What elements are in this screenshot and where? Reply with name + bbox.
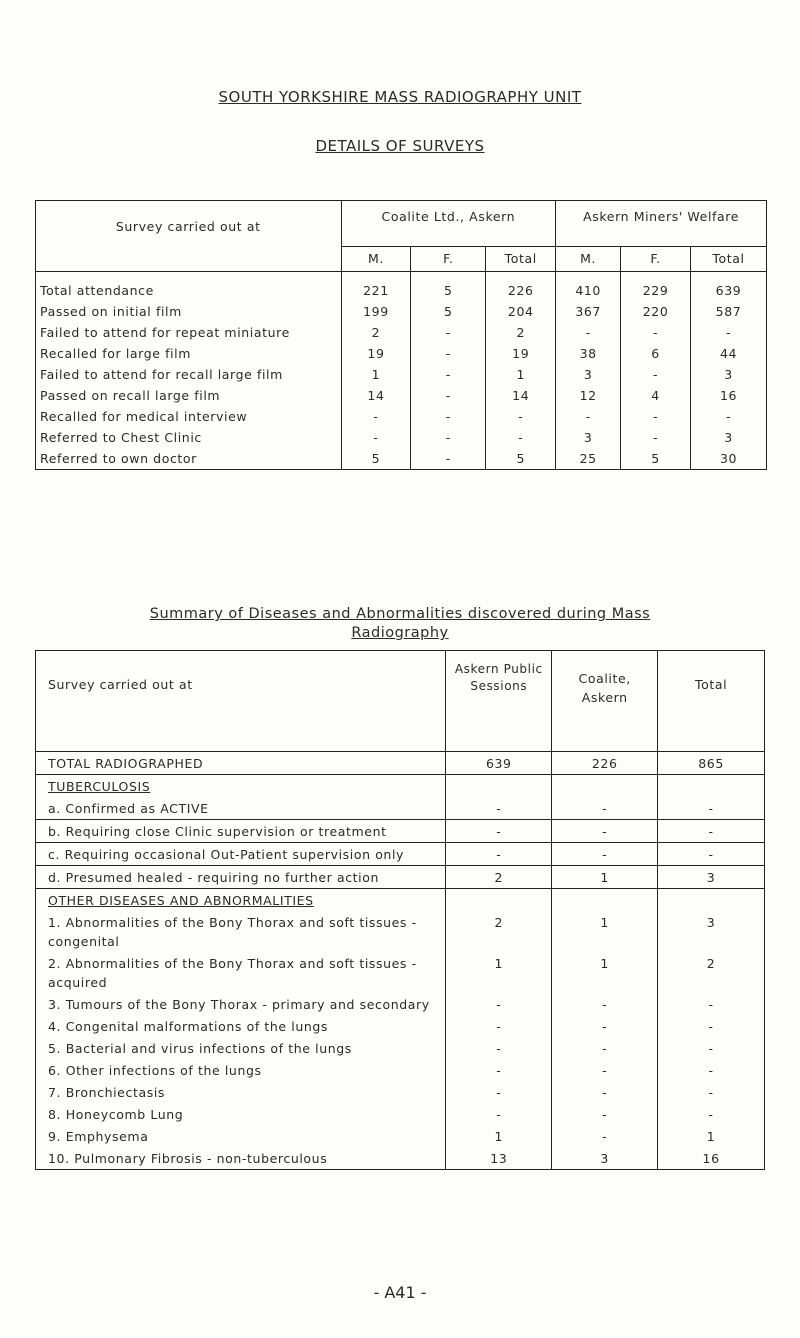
- other-disease-row: [36, 1103, 765, 1125]
- summary-row-label: 5. Bacterial and virus infections of the lungs: [48, 1041, 352, 1056]
- summary-survey-header: Survey carried out at: [36, 651, 446, 752]
- other-disease-row: [36, 1125, 765, 1147]
- survey-row-label: Total attendance: [36, 272, 342, 302]
- other-disease-row: [36, 1037, 765, 1059]
- summary-cell: -: [658, 820, 765, 843]
- disease-summary-table: [35, 650, 765, 1170]
- survey-cell: -: [556, 322, 621, 343]
- col-header-total: Total: [486, 247, 556, 272]
- other-disease-row: [36, 952, 765, 993]
- summary-cell: 13: [446, 1147, 552, 1170]
- tuberculosis-row: [36, 820, 765, 843]
- summary-row-label: TUBERCULOSIS: [48, 779, 151, 794]
- summary-cell: 1: [552, 911, 658, 952]
- summary-cell: -: [446, 1059, 552, 1081]
- other-diseases-heading: [36, 889, 765, 912]
- summary-cell: -: [446, 843, 552, 866]
- other-disease-row: [36, 993, 765, 1015]
- survey-cell: -: [621, 427, 691, 448]
- tuberculosis-row: [36, 843, 765, 866]
- survey-cell: -: [621, 364, 691, 385]
- coalite-group-header: Coalite Ltd., Askern: [341, 201, 556, 247]
- summary-cell: -: [658, 1037, 765, 1059]
- summary-title: [0, 605, 800, 643]
- summary-row-label: OTHER DISEASES AND ABNORMALITIES: [48, 893, 314, 908]
- survey-row: [36, 406, 767, 427]
- other-disease-row: [36, 1059, 765, 1081]
- survey-cell: -: [621, 322, 691, 343]
- col-header-f: F.: [411, 247, 486, 272]
- summary-cell: -: [552, 993, 658, 1015]
- col-header-m: M.: [556, 247, 621, 272]
- summary-cell: -: [552, 1015, 658, 1037]
- askern-public-sessions-header: Askern Public Sessions: [446, 651, 552, 752]
- total-header: Total: [658, 651, 765, 752]
- survey-cell: -: [411, 322, 486, 343]
- survey-cell: -: [411, 385, 486, 406]
- summary-cell: 226: [552, 752, 658, 775]
- summary-row-label: 1. Abnormalities of the Bony Thorax and soft tissues - congenital: [48, 915, 417, 949]
- summary-cell: 865: [658, 752, 765, 775]
- survey-row-label: Referred to own doctor: [36, 448, 342, 470]
- summary-cell: -: [446, 797, 552, 820]
- summary-cell: -: [552, 1081, 658, 1103]
- other-disease-row: [36, 1147, 765, 1170]
- survey-cell: 3: [691, 364, 767, 385]
- summary-cell: 1: [552, 952, 658, 993]
- summary-cell: 16: [658, 1147, 765, 1170]
- summary-row-label: TOTAL RADIOGRAPHED: [36, 752, 446, 775]
- summary-cell: 1: [446, 1125, 552, 1147]
- summary-cell: -: [446, 820, 552, 843]
- summary-cell: [658, 775, 765, 798]
- survey-cell: 229: [621, 272, 691, 302]
- survey-cell: 410: [556, 272, 621, 302]
- survey-row-label: Passed on initial film: [36, 301, 342, 322]
- surveys-subtitle: DETAILS OF SURVEYS: [315, 137, 485, 155]
- survey-row-label: Passed on recall large film: [36, 385, 342, 406]
- survey-cell: -: [373, 430, 379, 445]
- summary-cell: [446, 775, 552, 798]
- summary-cell: [658, 889, 765, 912]
- summary-cell: -: [552, 820, 658, 843]
- survey-cell: -: [411, 343, 486, 364]
- survey-cell: 5: [486, 448, 556, 470]
- miners-welfare-group-header: Askern Miners' Welfare: [556, 201, 767, 247]
- tuberculosis-heading: [36, 775, 765, 798]
- summary-cell: -: [446, 1015, 552, 1037]
- survey-row-label: Recalled for medical interview: [36, 406, 342, 427]
- summary-row-label: 3. Tumours of the Bony Thorax - primary and secondary: [48, 997, 430, 1012]
- coalite-askern-header: Coalite, Askern: [552, 651, 658, 752]
- summary-cell: 3: [552, 1147, 658, 1170]
- col-header-f: F.: [621, 247, 691, 272]
- survey-cell: 14: [367, 388, 385, 403]
- summary-cell: -: [552, 1103, 658, 1125]
- summary-title-line1: Summary of Diseases and Abnormalities discovered during Mass: [149, 606, 651, 622]
- col-header-m: M.: [341, 247, 411, 272]
- summary-cell: -: [552, 843, 658, 866]
- other-disease-row: [36, 911, 765, 952]
- survey-row-label: Referred to Chest Clinic: [36, 427, 342, 448]
- summary-cell: [552, 775, 658, 798]
- survey-cell: 639: [691, 272, 767, 302]
- survey-cell: 1: [371, 367, 381, 382]
- survey-cell: 4: [621, 385, 691, 406]
- summary-cell: -: [552, 797, 658, 820]
- summary-cell: -: [658, 1103, 765, 1125]
- survey-cell: 5: [371, 451, 381, 466]
- survey-row-label: Failed to attend for repeat miniature: [36, 322, 342, 343]
- summary-cell: -: [552, 1125, 658, 1147]
- survey-cell: 5: [411, 301, 486, 322]
- summary-cell: -: [552, 1037, 658, 1059]
- summary-row-label: c. Requiring occasional Out-Patient supervision only: [36, 843, 446, 866]
- survey-cell: -: [411, 406, 486, 427]
- survey-row: [36, 364, 767, 385]
- survey-cell: -: [556, 406, 621, 427]
- survey-cell: 221: [363, 283, 389, 298]
- page-title: SOUTH YORKSHIRE MASS RADIOGRAPHY UNIT: [218, 88, 582, 106]
- summary-row-label: d. Presumed healed - requiring no further action: [36, 866, 446, 889]
- summary-cell: 2: [446, 866, 552, 889]
- survey-cell: 19: [367, 346, 385, 361]
- summary-cell: 2: [658, 952, 765, 993]
- survey-row-label: Failed to attend for recall large film: [36, 364, 342, 385]
- survey-row: [36, 427, 767, 448]
- survey-cell: 3: [691, 427, 767, 448]
- summary-cell: [552, 889, 658, 912]
- survey-cell: 226: [486, 272, 556, 302]
- survey-cell: 44: [691, 343, 767, 364]
- survey-details-table: [35, 200, 767, 470]
- survey-row: [36, 322, 767, 343]
- summary-cell: -: [446, 993, 552, 1015]
- survey-cell: 204: [486, 301, 556, 322]
- survey-cell: 220: [621, 301, 691, 322]
- summary-cell: 2: [446, 911, 552, 952]
- survey-cell: 19: [486, 343, 556, 364]
- summary-cell: 1: [552, 866, 658, 889]
- summary-cell: -: [658, 843, 765, 866]
- survey-cell: 25: [556, 448, 621, 470]
- summary-row-label: 6. Other infections of the lungs: [48, 1063, 262, 1078]
- survey-cell: -: [411, 448, 486, 470]
- summary-cell: -: [658, 797, 765, 820]
- summary-cell: 3: [658, 911, 765, 952]
- summary-cell: 639: [446, 752, 552, 775]
- summary-cell: 1: [446, 952, 552, 993]
- survey-cell: -: [411, 427, 486, 448]
- page-number: - A41 -: [373, 1283, 427, 1302]
- survey-cell: 3: [556, 427, 621, 448]
- survey-cell: 367: [556, 301, 621, 322]
- summary-row-label: b. Requiring close Clinic supervision or treatment: [36, 820, 446, 843]
- survey-cell: -: [486, 406, 556, 427]
- summary-title-line2: Radiography: [351, 625, 449, 641]
- tuberculosis-row: [36, 797, 765, 820]
- survey-cell: 2: [371, 325, 381, 340]
- summary-cell: -: [658, 993, 765, 1015]
- survey-cell: -: [691, 406, 767, 427]
- survey-row: [36, 385, 767, 406]
- survey-cell: 2: [486, 322, 556, 343]
- col-header-total: Total: [691, 247, 767, 272]
- survey-cell: -: [411, 364, 486, 385]
- summary-cell: -: [446, 1081, 552, 1103]
- summary-cell: 3: [658, 866, 765, 889]
- survey-cell: -: [486, 427, 556, 448]
- survey-cell: 1: [486, 364, 556, 385]
- summary-cell: -: [658, 1015, 765, 1037]
- summary-cell: -: [658, 1081, 765, 1103]
- total-radiographed-row: [36, 752, 765, 775]
- survey-cell: 6: [621, 343, 691, 364]
- survey-cell: 199: [363, 304, 389, 319]
- survey-row: [36, 301, 767, 322]
- survey-cell: -: [373, 409, 379, 424]
- summary-row-label: 4. Congenital malformations of the lungs: [48, 1019, 329, 1034]
- survey-location-header: Survey carried out at: [36, 201, 342, 272]
- survey-row: [36, 448, 767, 470]
- summary-row-label: 2. Abnormalities of the Bony Thorax and soft tissues - acquired: [48, 956, 417, 990]
- survey-cell: 5: [411, 272, 486, 302]
- survey-row-label: Recalled for large film: [36, 343, 342, 364]
- survey-cell: 587: [691, 301, 767, 322]
- survey-row: [36, 272, 767, 302]
- survey-cell: 14: [486, 385, 556, 406]
- summary-cell: 1: [658, 1125, 765, 1147]
- summary-cell: -: [446, 1037, 552, 1059]
- survey-cell: 38: [556, 343, 621, 364]
- survey-cell: 5: [621, 448, 691, 470]
- survey-cell: 12: [556, 385, 621, 406]
- survey-cell: 16: [691, 385, 767, 406]
- tuberculosis-row: [36, 866, 765, 889]
- survey-cell: -: [691, 322, 767, 343]
- survey-cell: -: [621, 406, 691, 427]
- summary-row-label: 8. Honeycomb Lung: [48, 1107, 184, 1122]
- survey-cell: 30: [691, 448, 767, 470]
- summary-cell: -: [446, 1103, 552, 1125]
- summary-cell: -: [552, 1059, 658, 1081]
- summary-cell: [446, 889, 552, 912]
- other-disease-row: [36, 1015, 765, 1037]
- summary-row-label: 10. Pulmonary Fibrosis - non-tuberculous: [48, 1151, 328, 1166]
- survey-row: [36, 343, 767, 364]
- summary-cell: -: [658, 1059, 765, 1081]
- summary-row-label: 7. Bronchiectasis: [48, 1085, 165, 1100]
- other-disease-row: [36, 1081, 765, 1103]
- survey-cell: 3: [556, 364, 621, 385]
- summary-row-label: 9. Emphysema: [48, 1129, 149, 1144]
- summary-row-label: a. Confirmed as ACTIVE: [36, 797, 446, 820]
